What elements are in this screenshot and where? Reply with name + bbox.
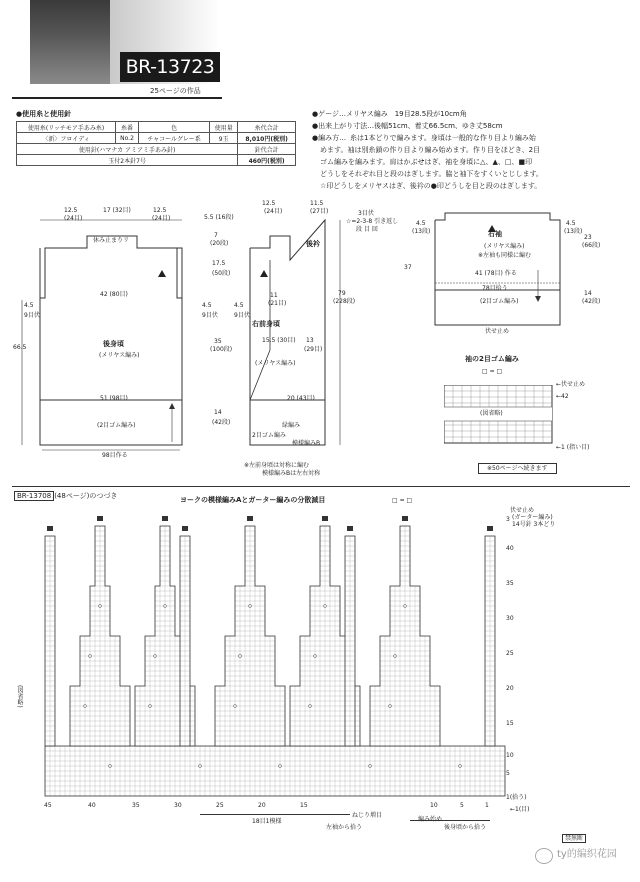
front-side: 4.5 — [234, 302, 244, 309]
yoke-start-mark: ←1(目) — [510, 806, 530, 813]
yoke-bind-off: 伏せ止め — [510, 507, 535, 514]
sleeve-dim: 23 — [584, 234, 592, 241]
back-neck-note: 休み止まりリ — [93, 237, 130, 244]
back-rib: (2目ゴム編み) — [97, 422, 136, 429]
rib-chart-bind-off: ←伏せ止め — [556, 381, 586, 388]
front-top-dim: 11.5 — [310, 200, 324, 207]
yoke-row-label: 20 — [506, 685, 514, 692]
yoke-row-label: 40 — [506, 545, 514, 552]
rib-chart-legend: □ = □ — [482, 368, 503, 375]
back-rib-width: 51 (98目) — [100, 395, 128, 402]
yoke-col-label: 25 — [216, 802, 224, 809]
yoke-twist: ねじり増目 — [352, 812, 383, 819]
needle-header: 使用針(ハマナカ アミアミ手あみ針) — [17, 144, 238, 155]
yoke-col-label: 1 — [485, 802, 489, 809]
gauge-note: ●ゲージ…メリヤス編み 19目28.5段が10cm角 — [312, 110, 467, 118]
mat-amount: 9玉 — [210, 133, 238, 144]
watermark-icon — [535, 848, 553, 864]
mat-yarn: 〈新〉フロイディ — [17, 133, 116, 144]
yoke-legend: □ = □ — [392, 497, 413, 504]
front-right-dim: (228段) — [333, 298, 356, 305]
mat-color: チャコールグレー系 — [138, 133, 209, 144]
size-note: ●出来上がり寸法…後幅51cm、着丈66.5cm、ゆき丈58cm — [312, 122, 503, 130]
yoke-row-label: 3 — [506, 516, 510, 523]
header-rule — [12, 97, 222, 99]
section-divider — [12, 486, 630, 487]
yoke-repeat: 18目1模様 — [252, 818, 282, 825]
yoke-col-label: 20 — [258, 802, 266, 809]
back-right-dim: 14 — [214, 409, 222, 416]
back-top-dim: 17 (32目) — [103, 207, 131, 214]
yoke-row-label: 35 — [506, 580, 514, 587]
method-line: どうしをそれぞれ目と段のはぎします。脇と袖下をすくいとじします。 — [320, 170, 543, 178]
yoke-ref-code: BR-13708 — [14, 491, 54, 501]
mat-header-amount: 使用量 — [210, 122, 238, 133]
front-side: 9目伏 — [234, 312, 250, 319]
yoke-needle: 14号針 3本どり — [512, 521, 556, 528]
rib-chart-repeat: (図省略) — [480, 410, 503, 417]
back-right-dim: 7 — [214, 232, 218, 239]
front-rib: 2目ゴム編み — [252, 432, 286, 439]
front-note2: 模様編みBは左右対称 — [262, 470, 321, 477]
yoke-row-label: 1(拾う) — [506, 794, 527, 801]
back-subtitle: (メリヤス編み) — [99, 352, 140, 359]
front-dim: 15.5 (30目) — [262, 337, 296, 344]
yoke-ref — [14, 492, 117, 501]
back-right-dim: 5.5 (16段) — [204, 214, 234, 221]
mat-header-num: 糸番 — [116, 122, 139, 133]
back-top-dim: 12.5 — [153, 207, 167, 214]
yoke-ref-page: (48ページ)のつづき — [54, 492, 118, 500]
sleeve-sub: (メリヤス編み) — [484, 243, 525, 250]
back-side-rows: 9目伏 — [24, 312, 40, 319]
sleeve-pick: 78目拾う — [482, 285, 508, 292]
pattern-code: BR-13723 — [120, 52, 220, 82]
mat-cost: 8,010円(税別) — [238, 133, 296, 144]
yoke-row-label: 10 — [506, 752, 514, 759]
mat-header-color: 色 — [138, 122, 209, 133]
sleeve-bind: 伏せ止め — [485, 328, 510, 335]
front-dim: (29目) — [304, 346, 323, 353]
yoke-col-label: 15 — [300, 802, 308, 809]
front-rib-note: 模様編みB — [292, 440, 321, 447]
back-side-top: 4.5 — [24, 302, 34, 309]
yoke-row-label: 30 — [506, 615, 514, 622]
sleeve-title: 右袖 — [488, 230, 502, 238]
yoke-row-label: 15 — [506, 720, 514, 727]
front-right-dim: 3目伏 — [358, 210, 374, 217]
front-dim: 20 (43目) — [287, 395, 315, 402]
rib-chart-row1: ←1 (指い目) — [556, 444, 590, 451]
back-right-dim: (20段) — [210, 240, 229, 247]
sleeve-dim: 37 — [404, 264, 412, 271]
sleeve-dim: (42段) — [582, 298, 601, 305]
sleeve-dim: 4.5 — [566, 220, 576, 227]
needle-cost-header: 針代合計 — [238, 144, 296, 155]
method-line: ゴム編みを編みます。肩はかぶせはぎ、袖を身頃に△、▲、□、■印 — [320, 158, 533, 166]
front-note: ※左前身頃は対称に編む — [244, 462, 310, 469]
model-photo — [30, 0, 110, 84]
copyright-stamp: 禁無断 — [562, 834, 586, 843]
yoke-row-label: 25 — [506, 650, 514, 657]
needle-row: 玉付2本針7号 — [17, 155, 238, 166]
materials-title: ●使用糸と使用針 — [16, 110, 72, 118]
yoke-garter: (ガーター編み) — [512, 514, 553, 521]
front-inner: (メリヤス編み) — [255, 360, 296, 367]
front-top-dim: (24目) — [264, 208, 283, 215]
yoke-col-label: 5 — [460, 802, 464, 809]
rib-chart-cont: ※50ページへ続きます — [478, 463, 557, 474]
sleeve-dim: 4.5 — [416, 220, 426, 227]
back-right-dim: (50段) — [212, 270, 231, 277]
front-top-dim: (27目) — [310, 208, 329, 215]
front-dim: 13 — [306, 337, 314, 344]
back-top-dim: (24目) — [152, 215, 171, 222]
watermark: ty的编织花园 — [557, 849, 617, 860]
method-line: ☆印どうしをメリヤスはぎ、後衿の●印どうしを目と段のはぎします。 — [320, 182, 542, 190]
rib-chart-row42: ←42 — [556, 393, 569, 400]
method-line: めます。袖は別糸鎖の作り目より編み始めます。作り目をほどき、2目 — [320, 146, 541, 154]
front-right-dim: 段 目 回 — [356, 226, 378, 233]
back-top-dim: (24目) — [64, 215, 83, 222]
yoke-col-label: 10 — [430, 802, 438, 809]
back-right-dim: 4.5 — [202, 302, 212, 309]
back-right-dim: (42段) — [212, 419, 231, 426]
materials-table — [16, 121, 296, 166]
front-right-dim: 79 — [338, 290, 346, 297]
back-right-dim: (100段) — [210, 346, 233, 353]
rib-chart-title: 袖の2目ゴム編み — [465, 355, 519, 363]
yoke-chart — [40, 506, 510, 802]
sleeve-dim: 14 — [584, 290, 592, 297]
front-title: 右前身頃 — [252, 320, 280, 328]
front-top-dim: 12.5 — [262, 200, 276, 207]
sleeve-dim: (13段) — [564, 228, 583, 235]
yoke-bracket — [410, 820, 490, 821]
sleeve-rib: (2目ゴム編み) — [480, 298, 519, 305]
yoke-title: ヨークの模様編みAとガーター編みの分散減目 — [180, 496, 326, 504]
mat-header-yarn: 使用糸(リッチモア手あみ糸) — [17, 122, 116, 133]
method-title: ●編み方… — [312, 134, 347, 142]
back-length: 66.5 — [13, 344, 27, 351]
mat-header-cost: 糸代合計 — [238, 122, 296, 133]
front-rib-note: 緑編み — [282, 422, 301, 429]
yoke-col-label: 35 — [132, 802, 140, 809]
back-right-dim: 17.5 — [212, 260, 226, 267]
back-width: 42 (80目) — [100, 291, 128, 298]
needle-cost: 460円(税別) — [238, 155, 296, 166]
back-right-dim: 35 — [214, 338, 222, 345]
back-right-dim: 9目伏 — [202, 312, 218, 319]
yoke-col-label: 45 — [44, 802, 52, 809]
method-line: 糸は1本どりで編みます。身頃は一般的な作り目より編み始 — [350, 134, 536, 142]
page-reference: 25ページの作品 — [150, 87, 201, 95]
sleeve-note: ※左袖も同様に編む — [478, 252, 532, 259]
yoke-back-pick: 後身頃から拾う — [444, 824, 487, 831]
sleeve-dim: (13段) — [412, 228, 431, 235]
sleeve-cast: 41 (78目) 作る — [475, 270, 517, 277]
front-dim: (21目) — [268, 300, 287, 307]
mat-num: No.2 — [116, 133, 139, 144]
front-collar: 後衿 — [306, 240, 320, 248]
back-top-dim: 12.5 — [64, 207, 78, 214]
yoke-left-pick: 左袖から拾う — [326, 824, 363, 831]
back-cast-on: 98目作る — [102, 452, 128, 459]
yoke-row-label: 5 — [506, 770, 510, 777]
front-right-dim: ☆=2-3-8 引き返し — [346, 218, 399, 225]
back-title: 後身頃 — [103, 340, 124, 348]
yoke-omitted: (図省略) — [16, 685, 23, 708]
yoke-col-label: 30 — [174, 802, 182, 809]
yoke-bracket — [200, 814, 350, 815]
sleeve-dim: (66段) — [582, 242, 601, 249]
front-dim: 11 — [270, 292, 278, 299]
yoke-col-label: 40 — [88, 802, 96, 809]
